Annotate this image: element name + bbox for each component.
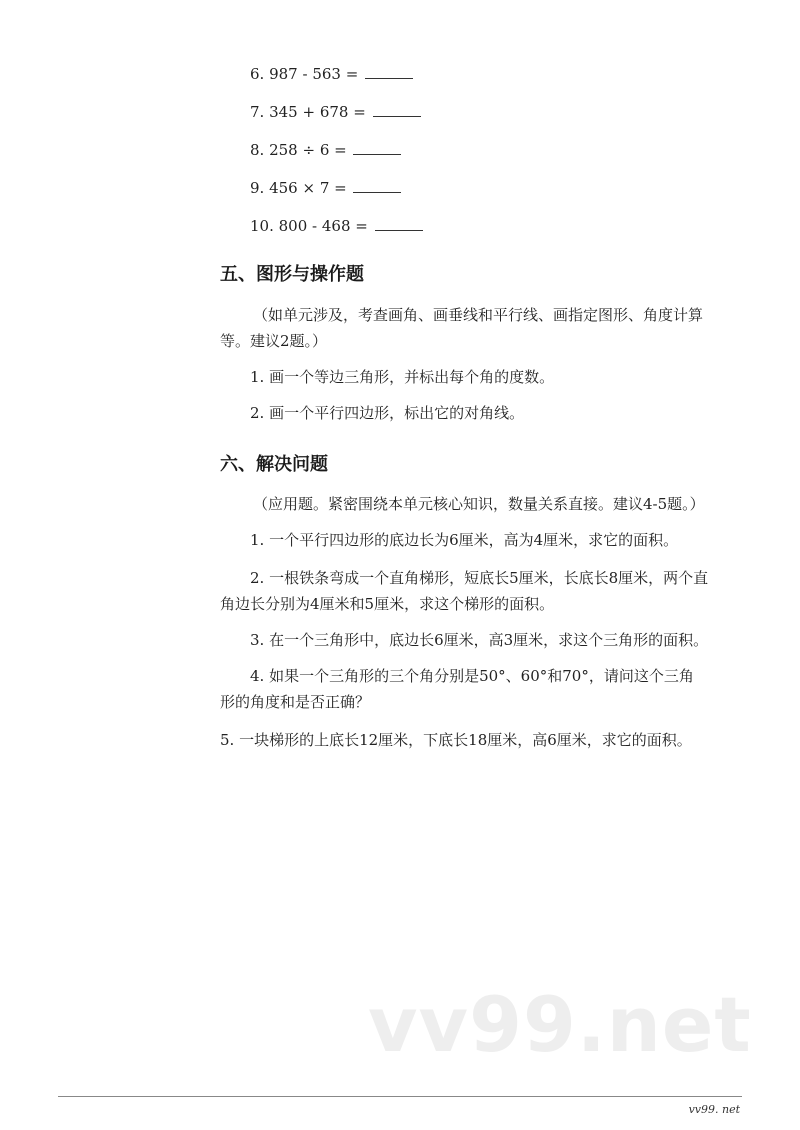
calc-expression: 9. 456 × 7 = [250,179,347,197]
answer-blank [353,142,401,155]
section-5-note-line-2: 等。建议2题。） [220,332,328,350]
footer-site-text: vv99. net [688,1103,740,1116]
question-4-line-1: 4. 如果一个三角形的三个角分别是50°、60°和70°，请问这个三角 [250,667,694,685]
calc-item-7 [250,102,421,122]
answer-blank [365,66,413,79]
calc-item-10 [250,216,423,236]
answer-blank [375,218,423,231]
section-5-note-line-1: （如单元涉及，考查画角、画垂线和平行线、画指定图形、角度计算 [253,306,704,324]
section-6-heading: 六、解决问题 [220,454,328,475]
watermark: vv99.net [368,980,752,1069]
answer-blank [353,180,401,193]
question-3: 3. 在一个三角形中，底边长6厘米，高3厘米，求这个三角形的面积。 [250,631,709,649]
question-4-line-2: 形的角度和是否正确？ [220,693,371,711]
footer-divider [58,1096,742,1097]
answer-blank [373,104,421,117]
calc-expression: 6. 987 - 563 = [250,65,359,83]
section-5-heading: 五、图形与操作题 [220,264,364,285]
calc-item-8 [250,140,401,160]
calc-expression: 8. 258 ÷ 6 = [250,141,347,159]
calc-item-9 [250,178,401,198]
question-2-line-2: 角边长分别为4厘米和5厘米，求这个梯形的面积。 [220,595,555,613]
calc-item-6 [250,64,413,84]
calc-expression: 10. 800 - 468 = [250,217,368,235]
question-5: 5. 一块梯形的上底长12厘米，下底长18厘米，高6厘米，求它的面积。 [220,731,692,749]
question-2-line-1: 2. 一根铁条弯成一个直角梯形，短底长5厘米，长底长8厘米，两个直 [250,569,709,587]
calc-expression: 7. 345 + 678 = [250,103,366,121]
section-6-note: （应用题。紧密围绕本单元核心知识，数量关系直接。建议4-5题。） [253,495,705,513]
section-5-item-2: 2. 画一个平行四边形，标出它的对角线。 [250,404,525,422]
section-5-item-1: 1. 画一个等边三角形，并标出每个角的度数。 [250,368,555,386]
question-1: 1. 一个平行四边形的底边长为6厘米，高为4厘米，求它的面积。 [250,531,679,549]
